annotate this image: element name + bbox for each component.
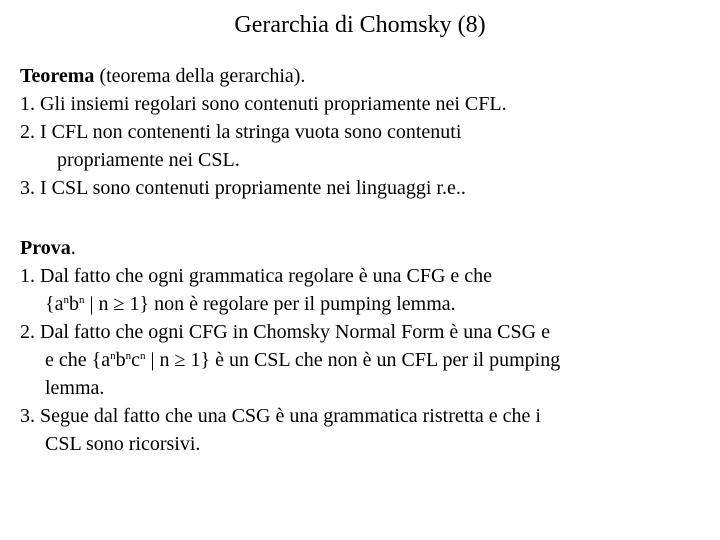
formula-part: e che {a [45, 349, 111, 371]
theorem-item-1: 1. Gli insiemi regolari sono contenuti propriamente nei CFL. [20, 93, 507, 115]
proof-item-1: 1. Dal fatto che ogni grammatica regolare è una CFG e che [20, 265, 493, 287]
slide-title: Gerarchia di Chomsky (8) [234, 12, 486, 38]
proof-block [20, 234, 710, 458]
formula-part: | n ≥ 1} non è regolare per il pumping lemma. [84, 293, 456, 315]
proof-label: Prova [20, 237, 71, 259]
proof-item-2-continuation: lemma. [45, 377, 105, 399]
formula-part: c [131, 349, 140, 371]
formula-exponent: n [63, 294, 69, 306]
proof-item-1-formula [20, 290, 710, 318]
formula-part: b [115, 349, 126, 371]
proof-label-suffix: . [70, 237, 76, 259]
proof-item-3: 3. Segue dal fatto che una CSG è una grammatica ristretta e che i [20, 405, 541, 427]
theorem-block [20, 62, 710, 202]
proof-item-3-continuation: CSL sono ricorsivi. [45, 433, 201, 455]
theorem-label: Teorema [20, 65, 95, 87]
formula-exponent: n [110, 350, 116, 362]
formula-part: b [68, 293, 79, 315]
formula-exponent: n [125, 350, 132, 362]
theorem-item-2-continuation: propriamente nei CSL. [57, 149, 240, 171]
proof-heading [20, 234, 710, 262]
formula-exponent: n [140, 350, 146, 362]
proof-item-2-formula [20, 346, 710, 374]
formula-exponent: n [78, 294, 85, 306]
theorem-item-2: 2. I CFL non contenenti la stringa vuota sono contenuti [20, 121, 462, 143]
formula-part: | n ≥ 1} è un CSL che non è un CFL per il pumping [145, 349, 561, 371]
formula-part: {a [45, 293, 64, 315]
theorem-intro: (teorema della gerarchia). [94, 65, 306, 87]
theorem-heading [20, 62, 710, 90]
proof-item-2: 2. Dal fatto che ogni CFG in Chomsky Normal Form è una CSG e [20, 321, 550, 343]
theorem-item-3: 3. I CSL sono contenuti propriamente nei linguaggi r.e.. [20, 177, 466, 199]
